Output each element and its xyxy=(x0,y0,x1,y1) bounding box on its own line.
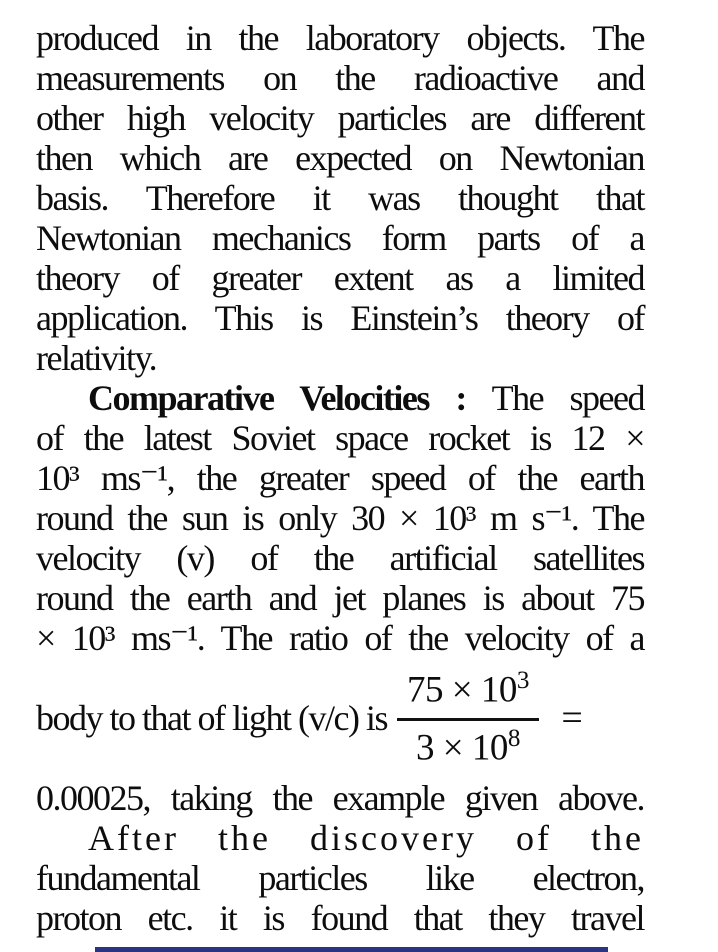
text-line: application. This is Einstein’s theory of xyxy=(36,298,644,338)
text-line: produced in the laboratory objects. The xyxy=(36,18,644,58)
text-line: fundamental particles like electron, xyxy=(36,858,644,898)
text-line: proton etc. it is found that they travel xyxy=(36,898,644,938)
fraction-numerator: $75 \times 10^3$ xyxy=(397,667,539,720)
text-line: round the earth and jet planes is about 75 xyxy=(36,578,644,618)
text-line: × 10³ ms⁻¹. The ratio of the velocity of a xyxy=(36,618,644,658)
fraction xyxy=(397,667,539,768)
section-heading-line xyxy=(36,378,644,418)
text-line: theory of greater extent as a limited xyxy=(36,258,644,298)
text-line: then which are expected on Newtonian xyxy=(36,138,644,178)
denominator-exponent: 8 xyxy=(507,724,521,752)
section-heading: Comparative Velocities : xyxy=(88,378,466,418)
text-line: velocity (v) of the artificial satellites xyxy=(36,538,644,578)
text-line: 0.00025, taking the example given above. xyxy=(36,778,644,818)
text-line: 10³ ms⁻¹, the greater speed of the earth xyxy=(36,458,644,498)
fraction-denominator: $3 \times 10^8$ xyxy=(415,724,521,768)
text-line: other high velocity particles are different xyxy=(36,98,644,138)
text-line: basis. Therefore it was thought that xyxy=(36,178,644,218)
text-line: of the latest Soviet space rocket is 12 × xyxy=(36,418,644,458)
text-line: round the sun is only 30 × 10³ m s⁻¹. The xyxy=(36,498,644,538)
paragraph-first-line: After the discovery of the xyxy=(88,818,644,858)
heading-trailing-text: The speed xyxy=(465,378,644,418)
numerator-exponent: 3 xyxy=(516,667,530,695)
text-line: measurements on the radioactive and xyxy=(36,58,644,98)
formula-line xyxy=(36,658,644,778)
equals-sign: = xyxy=(561,697,582,739)
scan-edge-artifact xyxy=(95,947,608,952)
paragraph-last-line: relativity. xyxy=(36,338,157,378)
text-line: Newtonian mechanics form parts of a xyxy=(36,218,644,258)
formula-lead-text: body to that of light (v/c) is xyxy=(36,698,387,738)
